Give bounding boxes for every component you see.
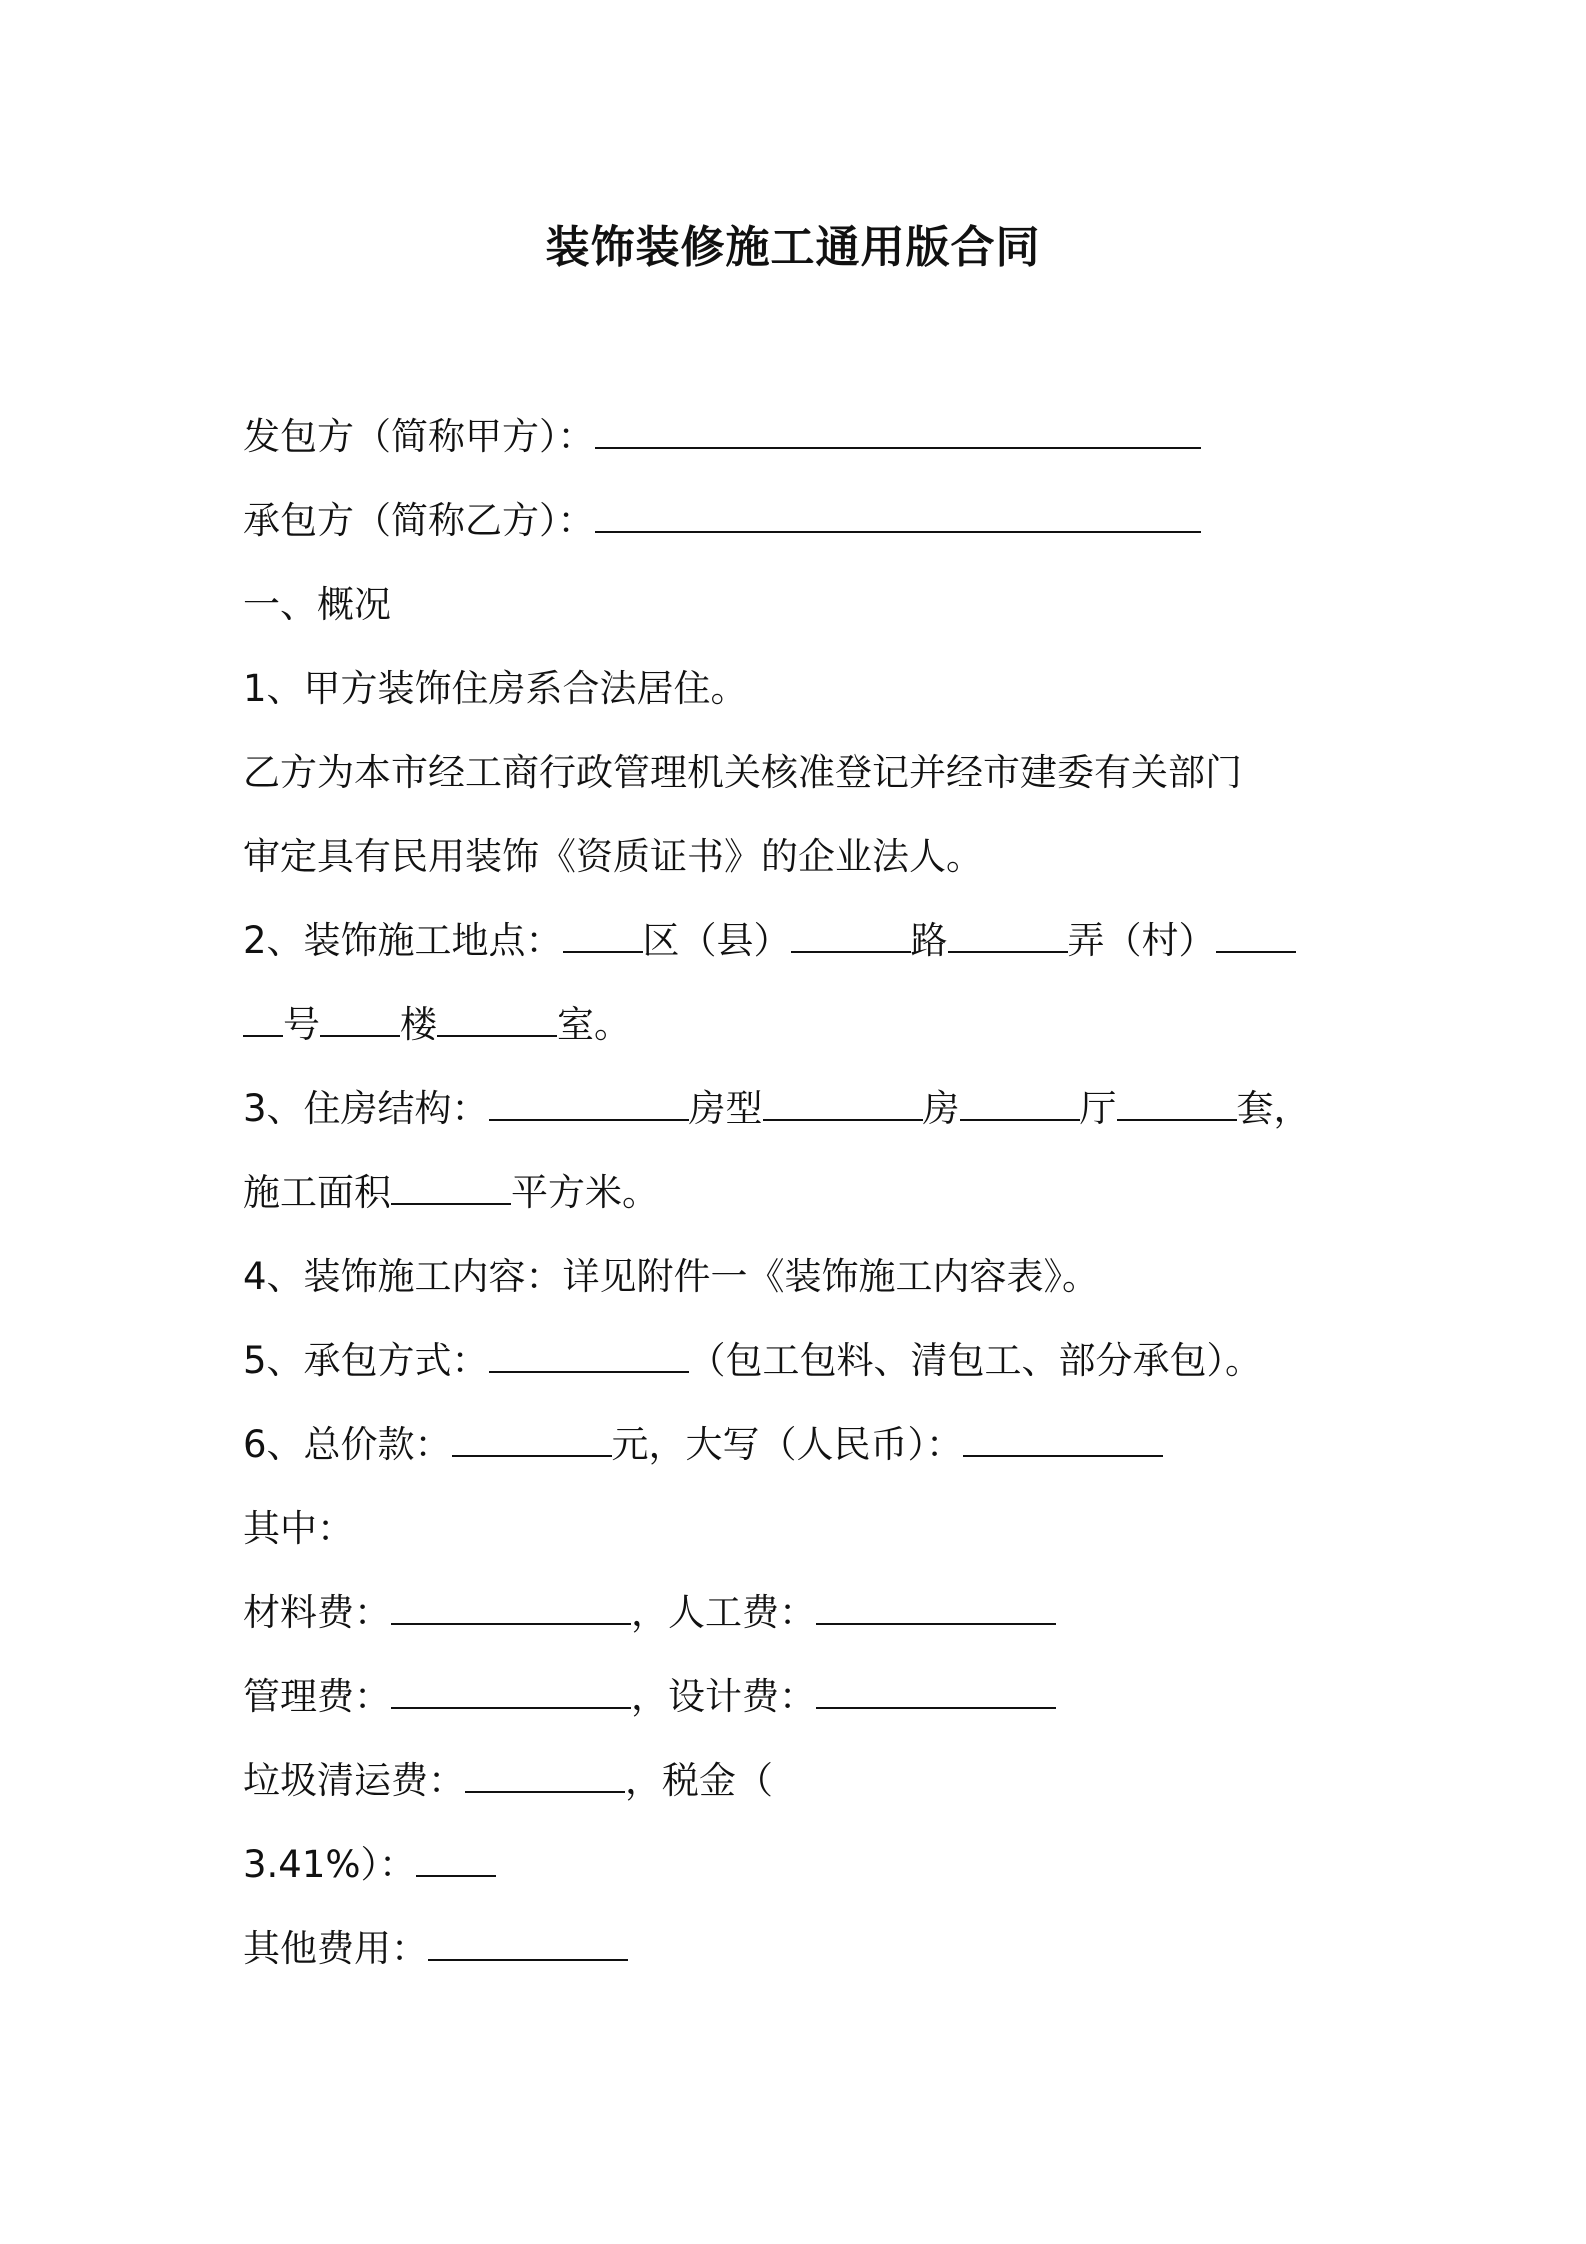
party-a-label: 发包方（简称甲方）： <box>243 415 595 458</box>
area-label: 施工面积 <box>243 1171 391 1214</box>
building-blank[interactable] <box>320 1001 400 1037</box>
halls-blank[interactable] <box>1117 1085 1237 1121</box>
road-blank[interactable] <box>791 917 911 953</box>
total-price-yuan-label: 元，大写（人民币）： <box>611 1423 964 1466</box>
item-4: 4、装饰施工内容：详见附件一《装饰施工内容表》。 <box>243 1255 1100 1298</box>
party-b-label: 承包方（简称乙方）： <box>243 499 595 542</box>
item-2-cont-line <box>243 1000 631 1050</box>
contract-method-blank[interactable] <box>489 1337 689 1373</box>
material-fee-label: 材料费： <box>243 1591 391 1634</box>
party-a-line <box>243 412 1201 462</box>
party-b-line <box>243 496 1201 546</box>
management-design-line <box>243 1672 1056 1722</box>
item-2-line <box>243 916 1296 966</box>
house-type-blank[interactable] <box>763 1085 923 1121</box>
tax-line <box>243 1840 496 1890</box>
garbage-fee-label: 垃圾清运费： <box>243 1759 465 1802</box>
number-label: 号 <box>283 1003 320 1046</box>
area-blank[interactable] <box>391 1169 511 1205</box>
item-6-label: 6、总价款： <box>243 1423 452 1466</box>
item-1-cont-2: 审定具有民用装饰《资质证书》的企业法人。 <box>243 835 983 878</box>
garbage-tax-line <box>243 1756 773 1806</box>
design-fee-label: ，设计费： <box>631 1675 816 1718</box>
item-5-label: 5、承包方式： <box>243 1339 489 1382</box>
structure-blank[interactable] <box>489 1085 689 1121</box>
area-unit: 平方米。 <box>511 1171 659 1214</box>
contract-method-options: （包工包料、清包工、部分承包）。 <box>688 1339 1263 1382</box>
road-label: 路 <box>910 919 948 962</box>
other-fee-label: 其他费用： <box>243 1927 428 1970</box>
tax-label-1: ，税金（ <box>625 1759 773 1802</box>
tax-label-2: 3.41%）： <box>243 1843 417 1886</box>
district-blank[interactable] <box>563 917 643 953</box>
lane-blank[interactable] <box>948 917 1068 953</box>
management-fee-blank[interactable] <box>391 1673 631 1709</box>
district-label: 区（县） <box>642 919 791 962</box>
area-line <box>243 1168 659 1218</box>
design-fee-blank[interactable] <box>816 1673 1056 1709</box>
material-labor-line <box>243 1588 1056 1638</box>
number-blank-2[interactable] <box>243 1001 283 1037</box>
rooms-blank[interactable] <box>960 1085 1080 1121</box>
section-1-heading: 一、概况 <box>243 583 391 626</box>
item-1-cont-1: 乙方为本市经工商行政管理机关核准登记并经市建委有关部门 <box>243 751 1242 794</box>
document-title: 装饰装修施工通用版合同 <box>545 222 1041 273</box>
party-b-blank[interactable] <box>595 497 1201 533</box>
material-fee-blank[interactable] <box>391 1589 631 1625</box>
total-price-words-blank[interactable] <box>963 1421 1163 1457</box>
item-5-line <box>243 1336 1262 1386</box>
building-label: 楼 <box>400 1003 437 1046</box>
sets-label: 套， <box>1236 1087 1311 1130</box>
item-3-label: 3、住房结构： <box>243 1087 489 1130</box>
management-fee-label: 管理费： <box>243 1675 391 1718</box>
house-type-label: 房型 <box>688 1087 763 1130</box>
other-fee-line <box>243 1924 628 1974</box>
rooms-label: 房 <box>922 1087 960 1130</box>
item-1: 1、甲方装饰住房系合法居住。 <box>243 667 748 710</box>
item-3-line <box>243 1084 1311 1134</box>
item-2-label: 2、装饰施工地点： <box>243 919 563 962</box>
garbage-fee-blank[interactable] <box>465 1757 625 1793</box>
halls-label: 厅 <box>1079 1087 1117 1130</box>
item-6-line <box>243 1420 1163 1470</box>
labor-fee-blank[interactable] <box>816 1589 1056 1625</box>
number-blank-1[interactable] <box>1216 917 1296 953</box>
lane-label: 弄（村） <box>1067 919 1216 962</box>
room-label: 室。 <box>557 1003 631 1046</box>
room-blank[interactable] <box>437 1001 557 1037</box>
other-fee-blank[interactable] <box>428 1925 628 1961</box>
labor-fee-label: ，人工费： <box>631 1591 816 1634</box>
total-price-blank[interactable] <box>452 1421 612 1457</box>
tax-blank[interactable] <box>416 1841 496 1877</box>
among-label: 其中： <box>243 1507 354 1550</box>
party-a-blank[interactable] <box>595 413 1201 449</box>
